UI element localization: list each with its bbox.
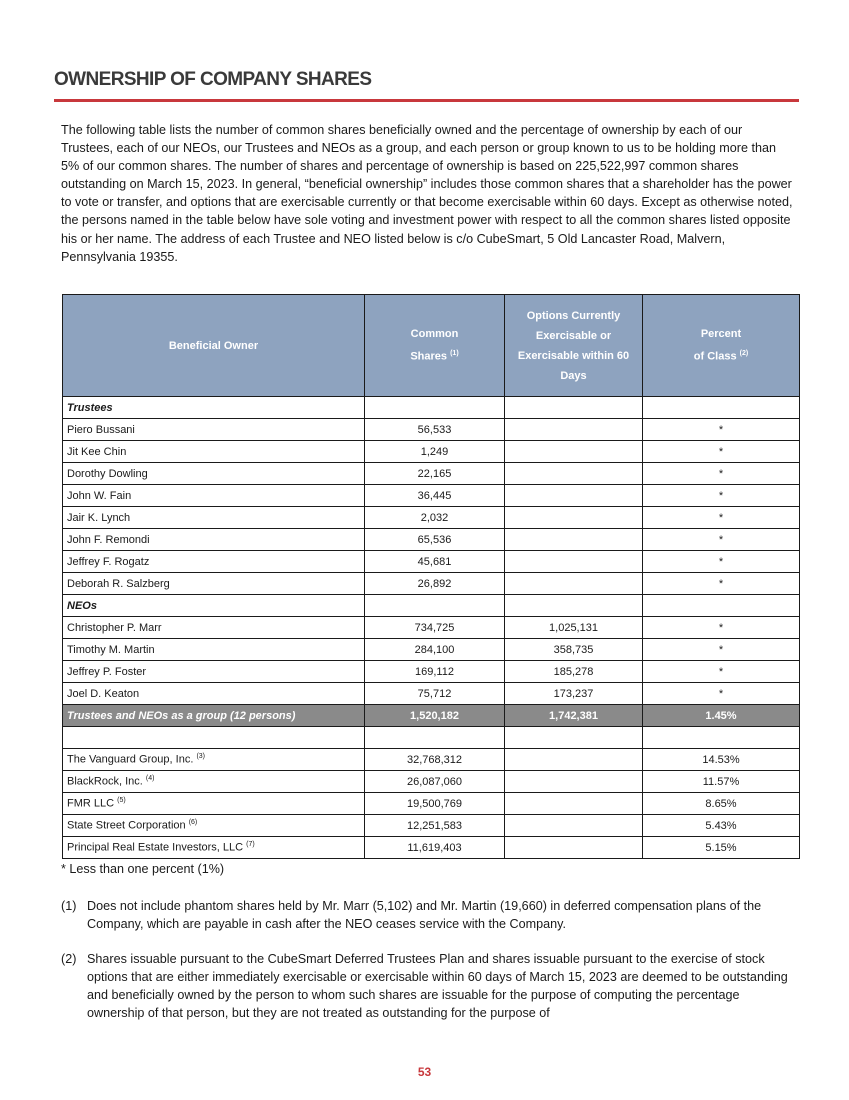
table-row: [63, 837, 800, 859]
table-row: [63, 529, 800, 551]
percent-value: *: [643, 419, 800, 441]
common-shares-value: 169,112: [365, 661, 505, 683]
table-row: [63, 485, 800, 507]
common-shares-value: 75,712: [365, 683, 505, 705]
header-common-shares: Common Shares $^{(1)}$: [365, 295, 505, 397]
footnote-1: (1) Does not include phantom shares held by Mr. Marr (5,102) and Mr. Martin (19,660) in deferred compensation plans of the Company, which are payable in cash after the NEO ceases service with the Company.: [61, 899, 762, 931]
empty-cell: [643, 727, 800, 749]
table-row: [63, 815, 800, 837]
owner-name: John F. Remondi: [63, 529, 365, 551]
common-shares-value: 1,249: [365, 441, 505, 463]
table-row: [63, 573, 800, 595]
owner-name: Jair K. Lynch: [63, 507, 365, 529]
percent-value: *: [643, 485, 800, 507]
section-label: Trustees: [63, 397, 365, 419]
options-value: [505, 573, 643, 595]
owner-name: Deborah R. Salzberg: [63, 573, 365, 595]
empty-cell: [365, 397, 505, 419]
options-value: [505, 749, 643, 771]
empty-cell: [365, 595, 505, 617]
percent-value: 5.15%: [643, 837, 800, 859]
table-row: [63, 639, 800, 661]
table-row: [63, 771, 800, 793]
options-value: 358,735: [505, 639, 643, 661]
table-row: [63, 749, 800, 771]
common-shares-value: 2,032: [365, 507, 505, 529]
footnote-2: (2) Shares issuable pursuant to the CubeSmart Deferred Trustees Plan and shares issuable pursuant to the exercise of stock options that are either immediately exercisable or exercisable within 60 days of March 15, 2023 are deemed to be outstanding and beneficially owned by the person to whom such shares are issuable for the purpose of computing the percentage ownership of that person, but they are not treated as outstanding for the purpose of: [61, 952, 788, 1020]
section-trustees: [63, 397, 800, 419]
intro-paragraph: The following table lists the number of common shares beneficially owned and the percentage of ownership by each of our Trustees, each of our NEOs, our Trustees and NEOs as a group, and each person or group known to us to be holding more than 5% of our common shares. The number of shares and percentage of ownership is based on 225,522,997 common shares outstanding on March 15, 2023. In general, “beneficial ownership” includes those common shares that a shareholder has the power to vote or transfer, and options that are exercisable currently or that become exercisable within 60 days. Except as otherwise noted, the persons named in the table below have sole voting and investment power with respect to all the common shares listed opposite his or her name. The address of each Trustee and NEO listed below is c/o CubeSmart, 5 Old Lancaster Road, Malvern, Pennsylvania 19355.: [61, 123, 793, 264]
options-value: [505, 551, 643, 573]
owner-name: Principal Real Estate Investors, LLC $^{(7)}$: [63, 837, 365, 859]
title-divider: [54, 99, 799, 102]
common-shares-value: 22,165: [365, 463, 505, 485]
empty-cell: [505, 595, 643, 617]
section-label: NEOs: [63, 595, 365, 617]
table-row: [63, 507, 800, 529]
common-shares-value: 45,681: [365, 551, 505, 573]
percent-value: 8.65%: [643, 793, 800, 815]
percent-value: *: [643, 529, 800, 551]
owner-name: Joel D. Keaton: [63, 683, 365, 705]
page-title: OWNERSHIP OF COMPANY SHARES: [54, 69, 372, 90]
options-value: 173,237: [505, 683, 643, 705]
percent-value: 14.53%: [643, 749, 800, 771]
options-value: [505, 771, 643, 793]
table-header-row: [63, 295, 800, 397]
group-options: 1,742,381: [505, 705, 643, 727]
common-shares-value: 284,100: [365, 639, 505, 661]
options-value: [505, 507, 643, 529]
options-value: [505, 529, 643, 551]
spacer-row: [63, 727, 800, 749]
common-shares-value: 734,725: [365, 617, 505, 639]
common-shares-value: 26,892: [365, 573, 505, 595]
table-row: [63, 441, 800, 463]
percent-value: *: [643, 639, 800, 661]
percent-value: *: [643, 507, 800, 529]
header-beneficial-owner: Beneficial Owner: [63, 295, 365, 397]
group-percent: 1.45%: [643, 705, 800, 727]
common-shares-value: 11,619,403: [365, 837, 505, 859]
group-label: Trustees and NEOs as a group (12 persons): [63, 705, 365, 727]
owner-name: Dorothy Dowling: [63, 463, 365, 485]
page-number: 53: [417, 1065, 432, 1079]
table-row: [63, 463, 800, 485]
options-value: [505, 441, 643, 463]
table-row: [63, 683, 800, 705]
options-value: 185,278: [505, 661, 643, 683]
header-options-exercisable: Options Currently Exercisable or Exercisable within 60 Days: [505, 295, 643, 397]
header-percent-of-class: Percent of Class $^{(2)}$: [643, 295, 800, 397]
table-row: [63, 793, 800, 815]
table-row: [63, 551, 800, 573]
common-shares-value: 19,500,769: [365, 793, 505, 815]
owner-name: Piero Bussani: [63, 419, 365, 441]
options-value: [505, 815, 643, 837]
owner-name: Timothy M. Martin: [63, 639, 365, 661]
table-row: [63, 661, 800, 683]
common-shares-value: 12,251,583: [365, 815, 505, 837]
options-value: [505, 463, 643, 485]
percent-value: *: [643, 617, 800, 639]
table-row: [63, 419, 800, 441]
empty-cell: [505, 727, 643, 749]
percent-value: *: [643, 573, 800, 595]
owner-name: Jit Kee Chin: [63, 441, 365, 463]
percent-value: *: [643, 661, 800, 683]
options-value: [505, 837, 643, 859]
empty-cell: [643, 595, 800, 617]
common-shares-value: 36,445: [365, 485, 505, 507]
owner-name: BlackRock, Inc. $^{(4)}$: [63, 771, 365, 793]
percent-value: 11.57%: [643, 771, 800, 793]
owner-name: Christopher P. Marr: [63, 617, 365, 639]
options-value: 1,025,131: [505, 617, 643, 639]
options-value: [505, 793, 643, 815]
options-value: [505, 485, 643, 507]
percent-value: *: [643, 441, 800, 463]
owner-name: FMR LLC $^{(5)}$: [63, 793, 365, 815]
empty-cell: [643, 397, 800, 419]
owner-name: The Vanguard Group, Inc. $^{(3)}$: [63, 749, 365, 771]
empty-cell: [365, 727, 505, 749]
group-total-row: [63, 705, 800, 727]
common-shares-value: 56,533: [365, 419, 505, 441]
ownership-table: [62, 294, 800, 859]
percent-value: *: [643, 463, 800, 485]
owner-name: State Street Corporation $^{(6)}$: [63, 815, 365, 837]
percent-value: *: [643, 551, 800, 573]
empty-cell: [63, 727, 365, 749]
owner-name: Jeffrey P. Foster: [63, 661, 365, 683]
owner-name: Jeffrey F. Rogatz: [63, 551, 365, 573]
owner-name: John W. Fain: [63, 485, 365, 507]
section-neos: [63, 595, 800, 617]
percent-value: 5.43%: [643, 815, 800, 837]
group-common-shares: 1,520,182: [365, 705, 505, 727]
less-than-one-percent-note: * Less than one percent (1%): [61, 862, 225, 876]
common-shares-value: 65,536: [365, 529, 505, 551]
table-row: [63, 617, 800, 639]
percent-value: *: [643, 683, 800, 705]
common-shares-value: 26,087,060: [365, 771, 505, 793]
options-value: [505, 419, 643, 441]
common-shares-value: 32,768,312: [365, 749, 505, 771]
empty-cell: [505, 397, 643, 419]
